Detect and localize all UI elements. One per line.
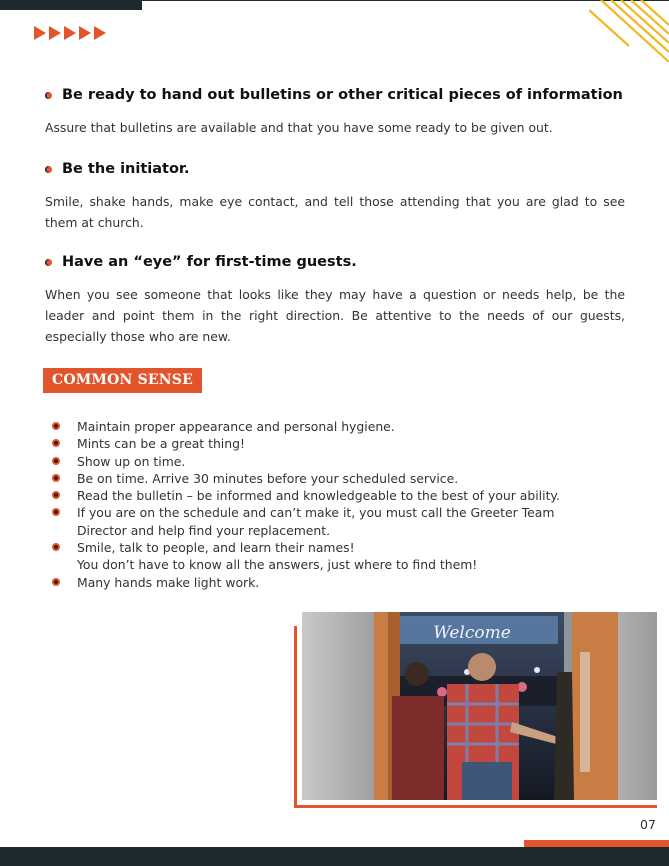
- bullet-icon: [52, 474, 60, 482]
- section-bulletins: [45, 87, 625, 138]
- section-heading-text: Have an “eye” for first-time guests.: [62, 254, 357, 270]
- top-dark-bar: [0, 0, 142, 10]
- list-item: Mints can be a great thing!: [52, 435, 632, 452]
- bullet-icon: [45, 259, 52, 266]
- bullet-icon: [52, 578, 60, 586]
- play-arrow-icon: [34, 26, 46, 40]
- play-arrow-icon: [94, 26, 106, 40]
- section-heading: [45, 161, 625, 177]
- bullet-icon: [52, 439, 60, 447]
- common-sense-list: [52, 418, 632, 591]
- section-heading-text: Be ready to hand out bulletins or other critical pieces of information: [62, 87, 623, 103]
- common-sense-badge: COMMON SENSE: [43, 368, 202, 393]
- bottom-accent-bar: [524, 840, 669, 847]
- play-arrow-icon: [64, 26, 76, 40]
- play-arrow-icon: [49, 26, 61, 40]
- photo-frame-accent: [294, 626, 297, 807]
- diagonal-stripes-decoration: [589, 0, 669, 62]
- list-item: Read the bulletin – be informed and knowledgeable to the best of your ability.: [52, 487, 632, 504]
- section-first-time-guests: [45, 254, 625, 347]
- photo-frame-accent: [294, 805, 657, 808]
- page-number: 07: [640, 817, 656, 832]
- section-paragraph: Smile, shake hands, make eye contact, and tell those attending that you are glad to see them at church.: [45, 194, 625, 230]
- section-paragraph: Assure that bulletins are available and that you have some ready to be given out.: [45, 120, 553, 135]
- bullet-icon: [45, 92, 52, 99]
- section-initiator: [45, 161, 625, 233]
- list-item: Many hands make light work.: [52, 574, 632, 591]
- bullet-icon: [52, 422, 60, 430]
- list-item: Show up on time.: [52, 453, 632, 470]
- bullet-icon: [52, 508, 60, 516]
- welcome-doors-photo: [302, 612, 657, 800]
- list-item: If you are on the schedule and can’t make it, you must call the Greeter Team Director and help find your replacement.: [52, 504, 632, 539]
- list-item: Smile, talk to people, and learn their names! You don’t have to know all the answers, just where to find them!: [52, 539, 632, 574]
- section-heading: [45, 254, 625, 270]
- section-heading-text: Be the initiator.: [62, 161, 190, 177]
- play-arrow-icon: [79, 26, 91, 40]
- list-item: Maintain proper appearance and personal hygiene.: [52, 418, 632, 435]
- bullet-icon: [52, 457, 60, 465]
- section-heading: [45, 87, 625, 103]
- welcome-sign-text: Welcome: [433, 623, 511, 643]
- bullet-icon: [52, 543, 60, 551]
- section-paragraph: When you see someone that looks like they may have a question or needs help, be the leader and point them in the right direction. Be attentive to the needs of our guests, especially those who are new.: [45, 287, 625, 344]
- arrow-decoration: [34, 26, 106, 40]
- bottom-dark-bar: [0, 847, 669, 866]
- bullet-icon: [45, 166, 52, 173]
- list-item: Be on time. Arrive 30 minutes before your scheduled service.: [52, 470, 632, 487]
- bullet-icon: [52, 491, 60, 499]
